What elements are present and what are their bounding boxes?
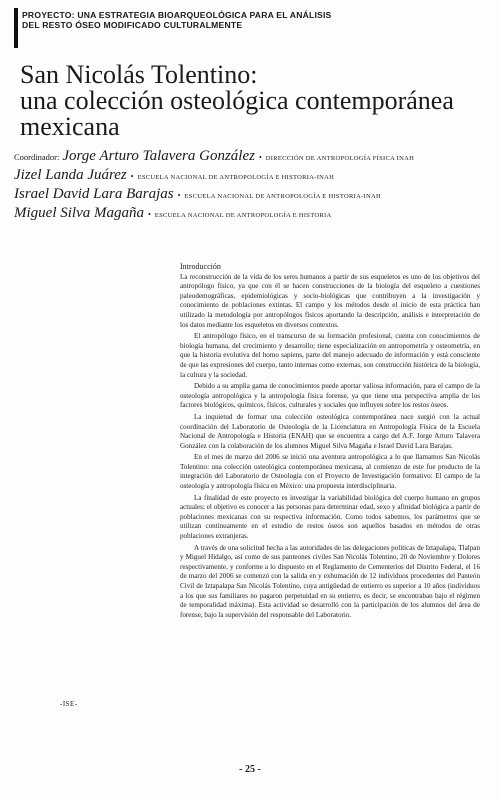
bullet-icon: • [147,210,151,219]
body-paragraph: En el mes de marzo del 2006 se inició una aventura antropológica a lo que llamamos San Nicolás Tolentino: una colección osteológica contemporánea mexicana, al comienzo de este fue producto de la integración del Laboratorio de Osteología con el Proyecto de Investigación formativo: El campo de la osteología y antropología física en México: una propuesta interdisciplinaria. [180,453,480,491]
author-row [14,148,494,164]
kicker-line-1: PROYECTO: UNA ESTRATEGIA BIOARQUEOLÓGICA PARA EL ANÁLISIS [22,10,332,20]
author-institution: ESCUELA NACIONAL DE ANTROPOLOGÍA E HISTORIA-INAH [184,193,381,200]
header-rule [14,8,18,48]
author-role: Coordinador: [14,152,60,162]
article-title [20,62,490,140]
bullet-icon: • [258,153,262,162]
author-institution: DIRECCIÓN DE ANTROPOLOGÍA FÍSICA INAH [265,155,415,162]
body-paragraph: Debido a su amplia gama de conocimientos puede aportar valiosa información, para el campo de la osteología antropológica y la antropología física forense, ya que tiene una perspectiva amplia de los factores biológicos, químicos, físicos, culturales y sociales que influyen sobre los restos óseos. [180,382,480,410]
page-number: - 25 - [239,764,261,775]
author-name: Jizel Landa Juárez [14,167,127,183]
kicker-line-2: DEL RESTO ÓSEO MODIFICADO CULTURALMENTE [22,20,243,30]
title-line-2: una colección osteológica contemporánea [20,86,454,115]
project-kicker [22,10,482,30]
section-heading: Introducción [180,262,221,271]
bullet-icon: • [130,172,134,181]
author-row [14,205,494,221]
author-row [14,167,494,183]
author-name: Israel David Lara Barajas [14,186,174,202]
title-line-3: mexicana [20,112,120,141]
body-paragraph: La reconstrucción de la vida de los seres humanos a partir de sus esqueletos es uno de los objetivos del antropólogo físico, ya que con él se hacen construcciones de la biología del esqueleto a cuestiones paleodemográficas, epidemiológicas y socio-biológicas que contribuyen a la investigación y conocimiento de poblaciones extintas. El campo y los métodos desde el inicio de esta práctica han utilizado la metodología por antropólogos físicos aportando la descripción, análisis e interpretación de los datos mediante los esqueletos en diversos contextos. [180,272,480,329]
bullet-icon: • [177,191,181,200]
author-name: Jorge Arturo Talavera González [62,148,255,164]
author-name: Miguel Silva Magaña [14,205,144,221]
title-line-1: San Nicolás Tolentino: [20,60,258,89]
body-paragraph: A través de una solicitud hecha a las autoridades de las delegaciones políticas de Iztapalapa, Tlalpan y Miguel Hidalgo, así como de sus panteones civiles San Nicolás Tolentino, 20 de Noviembre y Dolores respectivamente, y conforme a lo dispuesto en el Reglamento de Cementerios del Distrito Federal, el 16 de marzo del 2006 se comenzó con la salida en y exhumación de 12 individuos procedentes del Panteón Civil de Iztapalapa San Nicolás Tolentino, cuya antigüedad de entierro es superior a 10 años (individuos a los que sus familiares no pagaron perpetuidad en su entierro, es decir, se encontraban bajo el régimen de temporalidad máxima). Esta actividad se desarrolló con la participación de los alumnos del área de forense, bajo la supervisión del responsable del Laboratorio. [180,543,480,619]
author-institution: ESCUELA NACIONAL DE ANTROPOLOGÍA E HISTORIA [154,212,332,219]
article-body [180,262,480,622]
margin-mark: -ISE- [60,700,78,708]
body-paragraph: La finalidad de este proyecto es investigar la variabilidad biológica del cuerpo humano en grupos actuales; el objetivo es conocer a las personas para determinar edad, sexo y afinidad biológica a partir de poblaciones mexicanas con su respectiva información. Como todos sabemos, los parámetros que se utilizan continuamente en el estudio de restos óseos son aquellos basados en métodos de otras poblaciones extranjeras. [180,493,480,541]
body-paragraph: La inquietud de formar una colección osteológica contemporánea nace surgió con la actual coordinación del Laboratorio de Osteología de la Licenciatura en Antropología Física de la Escuela Nacional de Antropología e Historia (ENAH) que se encuentra a cargo del A.F. Jorge Arturo Talavera González con la colaboración de los alumnos Miguel Silva Magaña e Israel David Lara Barajas. [180,412,480,450]
author-institution: ESCUELA NACIONAL DE ANTROPOLOGÍA E HISTORIA-INAH [137,174,335,181]
body-paragraph: El antropólogo físico, en el transcurso de su formación profesional, cuenta con conocimientos de biología humana, del crecimiento y desarrollo; tiene especialización en antropometría y osteometría, en que la historia evolutiva del homo sapiens, parte del manejo adecuado de información y está consciente de que las expresiones del cuerpo, tanto internas como externas, son construcción histórica de la biología, la cultura y la sociedad. [180,332,480,379]
author-list [14,148,494,224]
author-row [14,186,494,202]
